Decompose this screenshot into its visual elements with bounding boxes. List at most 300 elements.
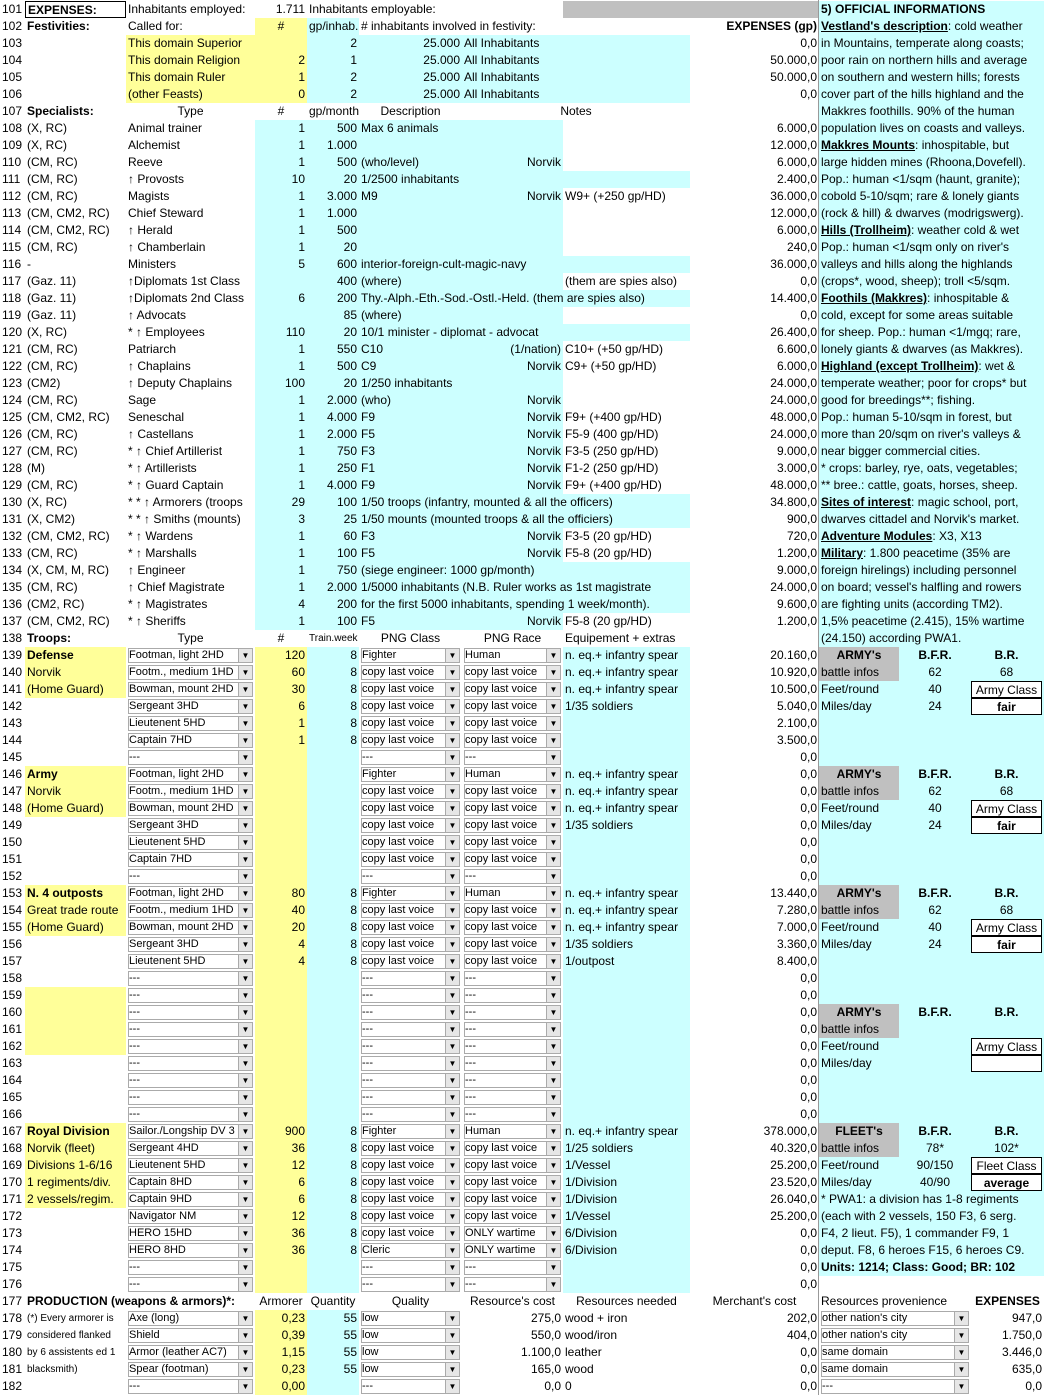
training-weeks[interactable]: 8 (307, 1174, 359, 1191)
race-select[interactable] (462, 1038, 563, 1055)
troop-type-select[interactable] (126, 1157, 255, 1174)
dropdown-select[interactable]: Bowman, mount 2HD ▼ (128, 801, 253, 816)
dropdown-select[interactable]: --- ▼ (128, 1073, 253, 1088)
provenience-select[interactable] (819, 1310, 971, 1327)
class-select[interactable] (359, 647, 462, 664)
troop-type-select[interactable] (126, 1140, 255, 1157)
dropdown-select[interactable]: Shield ▼ (128, 1328, 253, 1343)
troop-type-select[interactable] (126, 1055, 255, 1072)
troop-count[interactable] (255, 1072, 307, 1089)
class-select[interactable] (359, 698, 462, 715)
specialist-count[interactable]: 10 (255, 171, 307, 188)
dropdown-select[interactable]: Captain 8HD ▼ (128, 1175, 253, 1190)
dropdown-select[interactable]: Footm., medium 1HD ▼ (128, 903, 253, 918)
troop-type-select[interactable] (126, 851, 255, 868)
dropdown-select[interactable]: copy last voice ▼ (361, 1192, 460, 1207)
dropdown-select[interactable]: copy last voice ▼ (464, 1141, 561, 1156)
class-select[interactable] (359, 987, 462, 1004)
dropdown-select[interactable]: Spear (footman) ▼ (128, 1362, 253, 1377)
troop-count[interactable]: 900 (255, 1123, 307, 1140)
class-select[interactable] (359, 800, 462, 817)
dropdown-select[interactable]: copy last voice ▼ (361, 665, 460, 680)
race-select[interactable] (462, 681, 563, 698)
dropdown-select[interactable]: Footman, light 2HD ▼ (128, 886, 253, 901)
dropdown-select[interactable]: Lieutenent 5HD ▼ (128, 835, 253, 850)
dropdown-select[interactable]: --- ▼ (128, 1260, 253, 1275)
dropdown-select[interactable]: --- ▼ (128, 988, 253, 1003)
training-weeks[interactable]: 8 (307, 902, 359, 919)
training-weeks[interactable]: 8 (307, 698, 359, 715)
training-weeks[interactable]: 8 (307, 936, 359, 953)
race-select[interactable] (462, 902, 563, 919)
troop-type-select[interactable] (126, 732, 255, 749)
dropdown-select[interactable]: Lieutenent 5HD ▼ (128, 716, 253, 731)
dropdown-select[interactable]: --- ▼ (361, 1379, 460, 1394)
troop-count[interactable] (255, 1055, 307, 1072)
class-select[interactable] (359, 766, 462, 783)
race-select[interactable] (462, 1089, 563, 1106)
troop-type-select[interactable] (126, 953, 255, 970)
specialist-count[interactable]: 1 (255, 545, 307, 562)
dropdown-select[interactable]: copy last voice ▼ (464, 784, 561, 799)
dropdown-select[interactable]: copy last voice ▼ (361, 1226, 460, 1241)
troop-count[interactable] (255, 749, 307, 766)
troop-count[interactable] (255, 851, 307, 868)
dropdown-select[interactable]: copy last voice ▼ (464, 954, 561, 969)
troop-type-select[interactable] (126, 1225, 255, 1242)
training-weeks[interactable] (307, 868, 359, 885)
dropdown-select[interactable]: Fighter ▼ (361, 1124, 460, 1139)
specialist-count[interactable]: 1 (255, 392, 307, 409)
training-weeks[interactable]: 8 (307, 647, 359, 664)
troop-type-select[interactable] (126, 1174, 255, 1191)
troop-count[interactable]: 36 (255, 1140, 307, 1157)
troop-type-select[interactable] (126, 1242, 255, 1259)
specialist-count[interactable]: 1 (255, 188, 307, 205)
dropdown-select[interactable]: --- ▼ (128, 1056, 253, 1071)
troop-type-select[interactable] (126, 1021, 255, 1038)
race-select[interactable] (462, 1055, 563, 1072)
festivity-rate[interactable]: 2 (307, 35, 359, 52)
race-select[interactable] (462, 1242, 563, 1259)
dropdown-select[interactable]: --- ▼ (361, 1277, 460, 1292)
dropdown-select[interactable]: --- ▼ (128, 1379, 253, 1394)
race-select[interactable] (462, 1259, 563, 1276)
dropdown-select[interactable]: Sergeant 3HD ▼ (128, 699, 253, 714)
dropdown-select[interactable]: Human ▼ (464, 886, 561, 901)
dropdown-select[interactable]: Fighter ▼ (361, 767, 460, 782)
dropdown-select[interactable]: copy last voice ▼ (361, 716, 460, 731)
troop-type-select[interactable] (126, 749, 255, 766)
class-select[interactable] (359, 1157, 462, 1174)
troop-count[interactable] (255, 1276, 307, 1293)
dropdown-select[interactable]: copy last voice ▼ (361, 903, 460, 918)
troop-type-select[interactable] (126, 885, 255, 902)
dropdown-select[interactable]: Human ▼ (464, 1124, 561, 1139)
training-weeks[interactable]: 8 (307, 919, 359, 936)
troop-count[interactable]: 36 (255, 1242, 307, 1259)
dropdown-select[interactable]: copy last voice ▼ (361, 954, 460, 969)
race-select[interactable] (462, 885, 563, 902)
specialist-count[interactable]: 1 (255, 358, 307, 375)
troop-count[interactable]: 4 (255, 953, 307, 970)
class-select[interactable] (359, 1055, 462, 1072)
dropdown-select[interactable]: --- ▼ (361, 750, 460, 765)
dropdown-select[interactable]: copy last voice ▼ (464, 1192, 561, 1207)
class-select[interactable] (359, 1276, 462, 1293)
race-select[interactable] (462, 919, 563, 936)
troop-count[interactable]: 1 (255, 732, 307, 749)
dropdown-select[interactable]: Captain 9HD ▼ (128, 1192, 253, 1207)
dropdown-select[interactable]: --- ▼ (464, 1039, 561, 1054)
training-weeks[interactable]: 8 (307, 885, 359, 902)
dropdown-select[interactable]: --- ▼ (128, 1039, 253, 1054)
race-select[interactable] (462, 1157, 563, 1174)
training-weeks[interactable]: 8 (307, 715, 359, 732)
race-select[interactable] (462, 1191, 563, 1208)
dropdown-select[interactable]: ONLY wartime ▼ (464, 1226, 561, 1241)
race-select[interactable] (462, 1208, 563, 1225)
training-weeks[interactable] (307, 1004, 359, 1021)
specialist-count[interactable]: 1 (255, 222, 307, 239)
troop-type-select[interactable] (126, 919, 255, 936)
troop-type-select[interactable] (126, 1191, 255, 1208)
festivity-rate[interactable]: 1 (307, 52, 359, 69)
training-weeks[interactable] (307, 1038, 359, 1055)
troop-type-select[interactable] (126, 681, 255, 698)
race-select[interactable] (462, 715, 563, 732)
troop-count[interactable]: 20 (255, 919, 307, 936)
troop-type-select[interactable] (126, 936, 255, 953)
dropdown-select[interactable]: --- ▼ (128, 1090, 253, 1105)
festivity-count[interactable]: 1 (255, 69, 307, 86)
specialist-count[interactable]: 1 (255, 579, 307, 596)
race-select[interactable] (462, 647, 563, 664)
troop-type-select[interactable] (126, 868, 255, 885)
dropdown-select[interactable]: copy last voice ▼ (464, 682, 561, 697)
troop-type-select[interactable] (126, 715, 255, 732)
item-quantity[interactable]: 55 (307, 1310, 359, 1327)
troop-count[interactable] (255, 1089, 307, 1106)
troop-count[interactable]: 12 (255, 1208, 307, 1225)
training-weeks[interactable] (307, 1072, 359, 1089)
dropdown-select[interactable]: copy last voice ▼ (361, 1158, 460, 1173)
training-weeks[interactable] (307, 1276, 359, 1293)
item-quantity[interactable] (307, 1378, 359, 1395)
provenience-select[interactable] (819, 1327, 971, 1344)
troop-type-select[interactable] (126, 1208, 255, 1225)
race-select[interactable] (462, 851, 563, 868)
specialist-count[interactable]: 110 (255, 324, 307, 341)
class-select[interactable] (359, 1106, 462, 1123)
race-select[interactable] (462, 834, 563, 851)
troop-type-select[interactable] (126, 800, 255, 817)
troop-type-select[interactable] (126, 902, 255, 919)
troop-count[interactable] (255, 1259, 307, 1276)
dropdown-select[interactable]: copy last voice ▼ (361, 1209, 460, 1224)
specialist-count[interactable]: 1 (255, 137, 307, 154)
class-select[interactable] (359, 664, 462, 681)
dropdown-select[interactable]: copy last voice ▼ (464, 835, 561, 850)
dropdown-select[interactable]: Cleric ▼ (361, 1243, 460, 1258)
dropdown-select[interactable]: Footm., medium 1HD ▼ (128, 784, 253, 799)
specialist-count[interactable]: 29 (255, 494, 307, 511)
troop-type-select[interactable] (126, 1089, 255, 1106)
dropdown-select[interactable]: other nation's city ▼ (821, 1311, 969, 1326)
provenience-select[interactable] (819, 1344, 971, 1361)
training-weeks[interactable] (307, 766, 359, 783)
dropdown-select[interactable]: --- ▼ (128, 750, 253, 765)
dropdown-select[interactable]: low ▼ (361, 1362, 460, 1377)
specialist-count[interactable]: 1 (255, 341, 307, 358)
dropdown-select[interactable]: --- ▼ (361, 1039, 460, 1054)
training-weeks[interactable] (307, 749, 359, 766)
troop-type-select[interactable] (126, 970, 255, 987)
dropdown-select[interactable]: --- ▼ (361, 1107, 460, 1122)
dropdown-select[interactable]: copy last voice ▼ (464, 920, 561, 935)
specialist-count[interactable]: 1 (255, 409, 307, 426)
class-select[interactable] (359, 1072, 462, 1089)
specialist-count[interactable]: 1 (255, 460, 307, 477)
race-select[interactable] (462, 868, 563, 885)
race-select[interactable] (462, 1106, 563, 1123)
troop-count[interactable] (255, 970, 307, 987)
troop-count[interactable] (255, 1021, 307, 1038)
dropdown-select[interactable]: Lieutenent 5HD ▼ (128, 954, 253, 969)
troop-type-select[interactable] (126, 834, 255, 851)
dropdown-select[interactable]: copy last voice ▼ (464, 1209, 561, 1224)
specialist-count[interactable]: 1 (255, 477, 307, 494)
dropdown-select[interactable]: Sailor./Longship DV 3 ▼ (128, 1124, 253, 1139)
dropdown-select[interactable]: HERO 15HD ▼ (128, 1226, 253, 1241)
troop-count[interactable] (255, 800, 307, 817)
training-weeks[interactable] (307, 970, 359, 987)
troop-count[interactable] (255, 817, 307, 834)
class-select[interactable] (359, 749, 462, 766)
dropdown-select[interactable]: copy last voice ▼ (361, 818, 460, 833)
training-weeks[interactable]: 8 (307, 1123, 359, 1140)
training-weeks[interactable] (307, 800, 359, 817)
troop-count[interactable]: 1 (255, 715, 307, 732)
race-select[interactable] (462, 698, 563, 715)
training-weeks[interactable]: 8 (307, 1157, 359, 1174)
troop-type-select[interactable] (126, 987, 255, 1004)
class-select[interactable] (359, 902, 462, 919)
dropdown-select[interactable]: copy last voice ▼ (361, 835, 460, 850)
dropdown-select[interactable]: Bowman, mount 2HD ▼ (128, 920, 253, 935)
race-select[interactable] (462, 953, 563, 970)
dropdown-select[interactable]: Sergeant 3HD ▼ (128, 937, 253, 952)
dropdown-select[interactable]: --- ▼ (361, 1260, 460, 1275)
troop-type-select[interactable] (126, 664, 255, 681)
troop-count[interactable] (255, 868, 307, 885)
race-select[interactable] (462, 783, 563, 800)
festivity-count[interactable] (255, 35, 307, 52)
troop-type-select[interactable] (126, 647, 255, 664)
dropdown-select[interactable]: Footman, light 2HD ▼ (128, 648, 253, 663)
class-select[interactable] (359, 1208, 462, 1225)
dropdown-select[interactable]: other nation's city ▼ (821, 1328, 969, 1343)
troop-count[interactable] (255, 783, 307, 800)
dropdown-select[interactable]: copy last voice ▼ (464, 665, 561, 680)
dropdown-select[interactable]: --- ▼ (361, 869, 460, 884)
dropdown-select[interactable]: copy last voice ▼ (464, 1175, 561, 1190)
dropdown-select[interactable]: Bowman, mount 2HD ▼ (128, 682, 253, 697)
specialist-count[interactable]: 100 (255, 375, 307, 392)
dropdown-select[interactable]: Lieutenent 5HD ▼ (128, 1158, 253, 1173)
specialist-count[interactable]: 1 (255, 120, 307, 137)
dropdown-select[interactable]: Captain 7HD ▼ (128, 733, 253, 748)
training-weeks[interactable]: 8 (307, 732, 359, 749)
specialist-count[interactable]: 4 (255, 596, 307, 613)
dropdown-select[interactable]: same domain ▼ (821, 1362, 969, 1377)
item-quantity[interactable]: 55 (307, 1327, 359, 1344)
dropdown-select[interactable]: --- ▼ (464, 988, 561, 1003)
dropdown-select[interactable]: Sergeant 3HD ▼ (128, 818, 253, 833)
troop-count[interactable]: 4 (255, 936, 307, 953)
race-select[interactable] (462, 1174, 563, 1191)
dropdown-select[interactable]: copy last voice ▼ (464, 1158, 561, 1173)
race-select[interactable] (462, 987, 563, 1004)
troop-type-select[interactable] (126, 1106, 255, 1123)
troop-count[interactable] (255, 834, 307, 851)
troop-count[interactable] (255, 1106, 307, 1123)
festivity-count[interactable]: 2 (255, 52, 307, 69)
specialist-count[interactable] (255, 307, 307, 324)
dropdown-select[interactable]: copy last voice ▼ (464, 937, 561, 952)
training-weeks[interactable] (307, 1055, 359, 1072)
training-weeks[interactable]: 8 (307, 1242, 359, 1259)
troop-type-select[interactable] (126, 1276, 255, 1293)
troop-count[interactable] (255, 987, 307, 1004)
troop-count[interactable] (255, 1038, 307, 1055)
dropdown-select[interactable]: --- ▼ (361, 1022, 460, 1037)
dropdown-select[interactable]: copy last voice ▼ (361, 1175, 460, 1190)
dropdown-select[interactable]: --- ▼ (464, 1107, 561, 1122)
dropdown-select[interactable]: copy last voice ▼ (361, 733, 460, 748)
troop-count[interactable]: 80 (255, 885, 307, 902)
dropdown-select[interactable]: copy last voice ▼ (464, 852, 561, 867)
class-select[interactable] (359, 851, 462, 868)
dropdown-select[interactable]: copy last voice ▼ (361, 1141, 460, 1156)
training-weeks[interactable] (307, 834, 359, 851)
training-weeks[interactable] (307, 817, 359, 834)
troop-type-select[interactable] (126, 1259, 255, 1276)
specialist-count[interactable]: 6 (255, 290, 307, 307)
quality-select[interactable] (359, 1378, 462, 1395)
dropdown-select[interactable]: --- ▼ (464, 971, 561, 986)
specialist-count[interactable] (255, 273, 307, 290)
dropdown-select[interactable]: Navigator NM ▼ (128, 1209, 253, 1224)
training-weeks[interactable]: 8 (307, 1140, 359, 1157)
dropdown-select[interactable]: copy last voice ▼ (464, 733, 561, 748)
race-select[interactable] (462, 766, 563, 783)
dropdown-select[interactable]: --- ▼ (128, 1022, 253, 1037)
race-select[interactable] (462, 936, 563, 953)
race-select[interactable] (462, 664, 563, 681)
item-select[interactable] (126, 1327, 255, 1344)
class-select[interactable] (359, 953, 462, 970)
dropdown-select[interactable]: --- ▼ (464, 1005, 561, 1020)
item-quantity[interactable]: 55 (307, 1361, 359, 1378)
training-weeks[interactable] (307, 851, 359, 868)
dropdown-select[interactable]: Captain 7HD ▼ (128, 852, 253, 867)
race-select[interactable] (462, 800, 563, 817)
race-select[interactable] (462, 817, 563, 834)
troop-type-select[interactable] (126, 698, 255, 715)
dropdown-select[interactable]: Human ▼ (464, 767, 561, 782)
training-weeks[interactable]: 8 (307, 1225, 359, 1242)
troop-count[interactable]: 120 (255, 647, 307, 664)
dropdown-select[interactable]: Armor (leather AC7) ▼ (128, 1345, 253, 1360)
race-select[interactable] (462, 732, 563, 749)
item-select[interactable] (126, 1344, 255, 1361)
training-weeks[interactable] (307, 783, 359, 800)
class-select[interactable] (359, 868, 462, 885)
dropdown-select[interactable]: copy last voice ▼ (361, 801, 460, 816)
race-select[interactable] (462, 1004, 563, 1021)
troop-count[interactable]: 6 (255, 1174, 307, 1191)
troop-count[interactable] (255, 766, 307, 783)
class-select[interactable] (359, 885, 462, 902)
dropdown-select[interactable]: --- ▼ (821, 1379, 969, 1394)
dropdown-select[interactable]: --- ▼ (361, 1090, 460, 1105)
dropdown-select[interactable]: copy last voice ▼ (464, 818, 561, 833)
class-select[interactable] (359, 1089, 462, 1106)
dropdown-select[interactable]: ONLY wartime ▼ (464, 1243, 561, 1258)
dropdown-select[interactable]: --- ▼ (464, 1056, 561, 1071)
race-select[interactable] (462, 1072, 563, 1089)
dropdown-select[interactable]: --- ▼ (464, 1260, 561, 1275)
troop-type-select[interactable] (126, 1004, 255, 1021)
troop-count[interactable]: 40 (255, 902, 307, 919)
specialist-count[interactable]: 1 (255, 154, 307, 171)
troop-type-select[interactable] (126, 766, 255, 783)
class-select[interactable] (359, 783, 462, 800)
dropdown-select[interactable]: HERO 8HD ▼ (128, 1243, 253, 1258)
class-select[interactable] (359, 732, 462, 749)
training-weeks[interactable]: 8 (307, 681, 359, 698)
training-weeks[interactable]: 8 (307, 1208, 359, 1225)
dropdown-select[interactable]: Footm., medium 1HD ▼ (128, 665, 253, 680)
dropdown-select[interactable]: copy last voice ▼ (464, 716, 561, 731)
dropdown-select[interactable]: --- ▼ (361, 988, 460, 1003)
troop-type-select[interactable] (126, 1072, 255, 1089)
race-select[interactable] (462, 970, 563, 987)
dropdown-select[interactable]: copy last voice ▼ (464, 903, 561, 918)
quality-select[interactable] (359, 1310, 462, 1327)
class-select[interactable] (359, 1021, 462, 1038)
specialist-count[interactable]: 5 (255, 256, 307, 273)
training-weeks[interactable]: 8 (307, 1191, 359, 1208)
item-select[interactable] (126, 1378, 255, 1395)
item-select[interactable] (126, 1310, 255, 1327)
training-weeks[interactable] (307, 1259, 359, 1276)
dropdown-select[interactable]: --- ▼ (361, 971, 460, 986)
troop-count[interactable]: 36 (255, 1225, 307, 1242)
class-select[interactable] (359, 1225, 462, 1242)
dropdown-select[interactable]: copy last voice ▼ (361, 682, 460, 697)
class-select[interactable] (359, 1004, 462, 1021)
troop-count[interactable]: 30 (255, 681, 307, 698)
dropdown-select[interactable]: --- ▼ (128, 971, 253, 986)
quality-select[interactable] (359, 1361, 462, 1378)
class-select[interactable] (359, 715, 462, 732)
item-select[interactable] (126, 1361, 255, 1378)
race-select[interactable] (462, 1225, 563, 1242)
class-select[interactable] (359, 1140, 462, 1157)
dropdown-select[interactable]: --- ▼ (464, 1277, 561, 1292)
